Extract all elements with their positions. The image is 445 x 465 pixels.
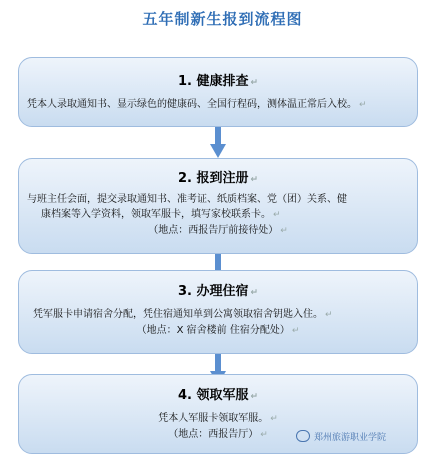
step-3-heading: 3. 办理住宿 ↵ — [177, 284, 259, 299]
step-1-heading: 1. 健康排查 ↵ — [177, 74, 259, 89]
step-1-text: 凭本人录取通知书、显示绿色的健康码、全国行程码，测体温正常后入校。 ↵ — [27, 99, 367, 110]
diagram-title: 五年制新生报到流程图 — [142, 10, 303, 28]
step-4-heading: 4. 领取军服 ↵ — [177, 388, 259, 403]
step-2-heading: 2. 报到注册 ↵ — [177, 171, 259, 186]
arrow-down-1 — [209, 127, 227, 159]
step-2-text-line-2: 康档案等入学资料，领取军服卡，填写家校联系卡。 ↵ — [41, 209, 281, 220]
step-3-box — [18, 270, 418, 354]
step-4-location: （地点：西报告厅） ↵ — [168, 429, 268, 440]
step-2-location: （地点：西报告厅前接待处） ↵ — [148, 225, 288, 236]
watermark-text: 郑州旅游职业学院 — [314, 432, 387, 443]
step-3-text: 凭军服卡申请宿舍分配，凭住宿通知单到公寓领取宿舍钥匙入住。 ↵ — [33, 309, 333, 320]
step-1-box — [18, 57, 418, 127]
wechat-icon — [296, 430, 310, 442]
watermark — [296, 426, 436, 446]
step-2-box — [18, 158, 418, 254]
step-4-text: 凭本人军服卡领取军服。 ↵ — [158, 413, 278, 424]
step-3-location: （地点：X 宿舍楼前 住宿分配处） ↵ — [136, 325, 300, 336]
step-2-text-line-1: 与班主任会面，提交录取通知书、准考证、纸质档案、党（团）关系、健 — [27, 194, 347, 205]
